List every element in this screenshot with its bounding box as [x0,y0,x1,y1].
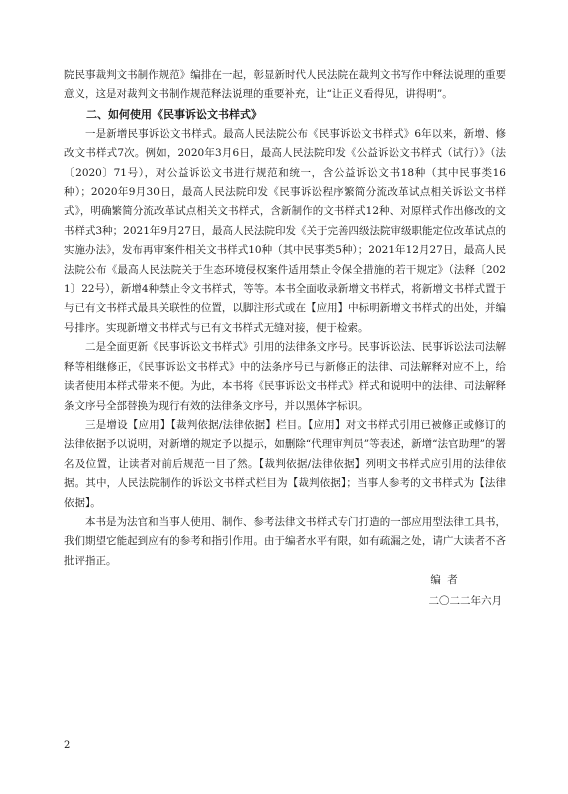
page-number: 2 [64,740,71,751]
section-heading: 二、如何使用《民事诉讼文书样式》 [86,107,262,121]
document-body [64,66,506,611]
signature-date: 二〇二二年六月 [428,595,502,608]
paragraph-new-templates: 一是新增民事诉讼文书样式。最高人民法院公布《民事诉讼文书样式》6年以来，新增、修改文书样式7次。例如，2020年3月6日，最高人民法院印发《公益诉讼文书样式（试行）》（法〔2020〕71号），对公益诉讼文书进行规范和统一，含公益诉讼文书18种（其中民事类16种）；2020年9月30日，最高人民法院印发《民事诉讼程序繁简分流改革试点相关诉讼文书样式》，明确繁简分流改革试点相关文书样式，含新制作的文书样式12种、对原样式作出修改的文书样式3种；2021年9月27日，最高人民法院印发《关于完善四级法院审级职能定位改革试点的实施办法》，发布再审案件相关文书样式10种（其中民事类5种）；2021年12月27日，最高人民法院公布《最高人民法院关于生态环境侵权案件适用禁止令保全措施的若干规定》（法释〔2021〕22号），新增4种禁止令文书样式，等等。本书全面收录新增文书样式，将新增文书样式置于与已有文书样式最具关联性的位置，以脚注形式或在【应用】中标明新增文书样式的出处，并编号排序。实现新增文书样式与已有文书样式无缝对接，便于检索。 [64,127,506,334]
intro-tail-paragraph: 院民事裁判文书制作规范》编排在一起，彰显新时代人民法院在裁判文书写作中释法说理的重要意义，这是对裁判文书制作规范释法说理的重要补充，让“让正义看得见，讲得明”。 [64,69,506,101]
paragraph-new-columns: 三是增设【应用】【裁判依据/法律依据】栏目。【应用】对文书样式引用已被修正或修订的法律依据予以说明，对新增的规定予以提示，如删除“代理审判员”等表述，新增“法官助理”的署名及位置，让读者对前后规范一目了然。【裁判依据/法律依据】列明文书样式应引用的法律依据。其中，人民法院制作的诉讼文书样式栏目为【裁判依据】；当事人参考的文书样式为【法律依据】。 [64,418,506,509]
signature-author: 编者 [430,574,464,587]
paragraph-closing: 本书是为法官和当事人使用、制作、参考法律文书样式专门打造的一部应用型法律工具书，我们期望它能起到应有的参考和指引作用。由于编者水平有限，如有疏漏之处，请广大读者不吝批评指正。 [64,515,506,567]
paragraph-updated-citations: 二是全面更新《民事诉讼文书样式》引用的法律条文序号。民事诉讼法、民事诉讼法司法解释等相继修正，《民事诉讼文书样式》中的法条序号已与新修正的法律、司法解释对应不上，给读者使用本样式带来不便。为此，本书将《民事诉讼文书样式》样式和说明中的法律、司法解释条文序号全部替换为现行有效的法律条文序号，并以黑体字标识。 [64,341,506,412]
signature-block [64,571,506,611]
